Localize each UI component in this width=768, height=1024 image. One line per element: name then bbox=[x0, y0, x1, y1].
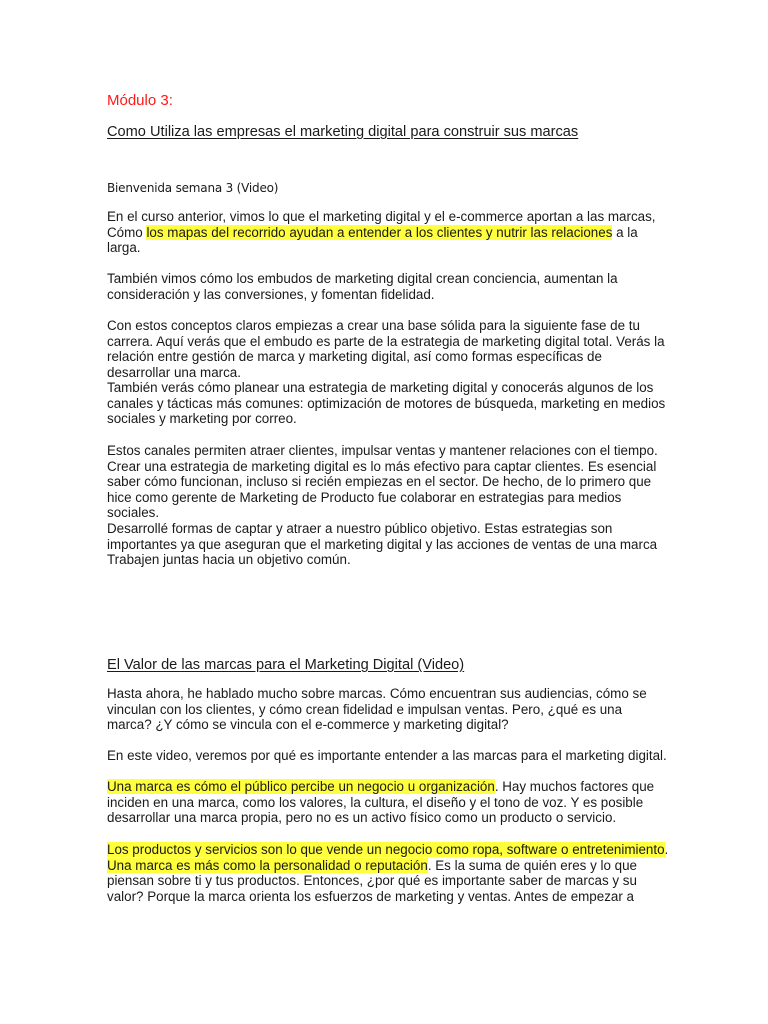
subheading-bienvenida: Bienvenida semana 3 (Video) bbox=[107, 181, 279, 195]
paragraph-text: En el curso anterior, vimos lo que el marketing digital y el e-commerce aportan a las marcas, Cómo bbox=[107, 209, 656, 240]
highlighted-text: los mapas del recorrido ayudan a entender a los clientes y nutrir las relaciones bbox=[146, 224, 613, 240]
section-heading-marketing-marcas: Como Utiliza las empresas el marketing digital para construir sus marcas bbox=[107, 124, 579, 140]
highlighted-text: Los productos y servicios son lo que vende un negocio como ropa, software o entretenimiento bbox=[107, 842, 665, 857]
highlighted-text: Una marca es más como la personalidad o reputación bbox=[107, 857, 428, 873]
paragraph-embudos: También vimos cómo los embudos de marketing digital crean conciencia, aumentan la consideración y las conversiones, y fomentan fidelidad. bbox=[107, 271, 618, 302]
section-heading-valor-marcas: El Valor de las marcas para el Marketing Digital (Video) bbox=[107, 657, 465, 673]
paragraph-base-solida: Con estos conceptos claros empiezas a crear una base sólida para la siguiente fase de tu carrera. Aquí verás que el embudo es parte de la estrategia de marketing digital total. Verás la relación entre gestión de marca y marketing digital, así como formas específicas de desarrollar una marca. bbox=[107, 318, 665, 380]
paragraph-estrategia: También verás cómo planear una estrategia de marketing digital y conocerás algunos de los canales y tácticas más comunes: optimización de motores de búsqueda, marketing en medios sociales y marketing por correo. bbox=[107, 380, 666, 427]
module-title: Módulo 3: bbox=[107, 92, 173, 109]
paragraph-publico-objetivo: Desarrollé formas de captar y atraer a nuestro público objetivo. Estas estrategias son importantes ya que aseguran que el marketing digital y las acciones de ventas de una marca Trabajen juntas hacia un objetivo común. bbox=[107, 521, 658, 568]
paragraph-text: . Es la suma de quién eres y lo que piensan sobre ti y tus productos. Entonces, ¿por qué es importante saber de marcas y su valor? Porque la marca orienta los esfuerzos de marketing y ventas. Antes de empezar a bbox=[107, 857, 637, 904]
paragraph-text: a la larga. bbox=[107, 224, 638, 256]
paragraph-canales: Estos canales permiten atraer clientes, impulsar ventas y mantener relaciones con el tiempo. Crear una estrategia de marketing digital es lo más efectivo para captar clientes. Es esencial saber cómo funcionan, incluso si recién empiezas en el sector. De hecho, de lo primero que hice como gerente de Marketing de Producto fue colaborar en estrategias para medios sociales. bbox=[107, 443, 658, 521]
paragraph-este-video: En este video, veremos por qué es importante entender a las marcas para el marketing digital. bbox=[107, 748, 667, 763]
paragraph-definicion-marca bbox=[107, 779, 667, 826]
paragraph-que-es-marca: Hasta ahora, he hablado mucho sobre marcas. Cómo encuentran sus audiencias, cómo se vinculan con los clientes, y cómo crean fidelidad e impulsan ventas. Pero, ¿qué es una marca? ¿Y cómo se vincula con el e-commerce y marketing digital? bbox=[107, 686, 647, 733]
paragraph-text: . Hay muchos factores que inciden en una marca, como los valores, la cultura, el diseño y el tono de voz. Y es posible desarrollar una marca propia, pero no es un activo físico como un producto o servicio. bbox=[107, 779, 655, 826]
highlighted-text: Una marca es cómo el público percibe un negocio u organización bbox=[107, 779, 495, 794]
paragraph-productos-servicios bbox=[107, 842, 672, 904]
paragraph-text: . bbox=[664, 842, 669, 857]
paragraph-curso-anterior bbox=[107, 209, 667, 256]
